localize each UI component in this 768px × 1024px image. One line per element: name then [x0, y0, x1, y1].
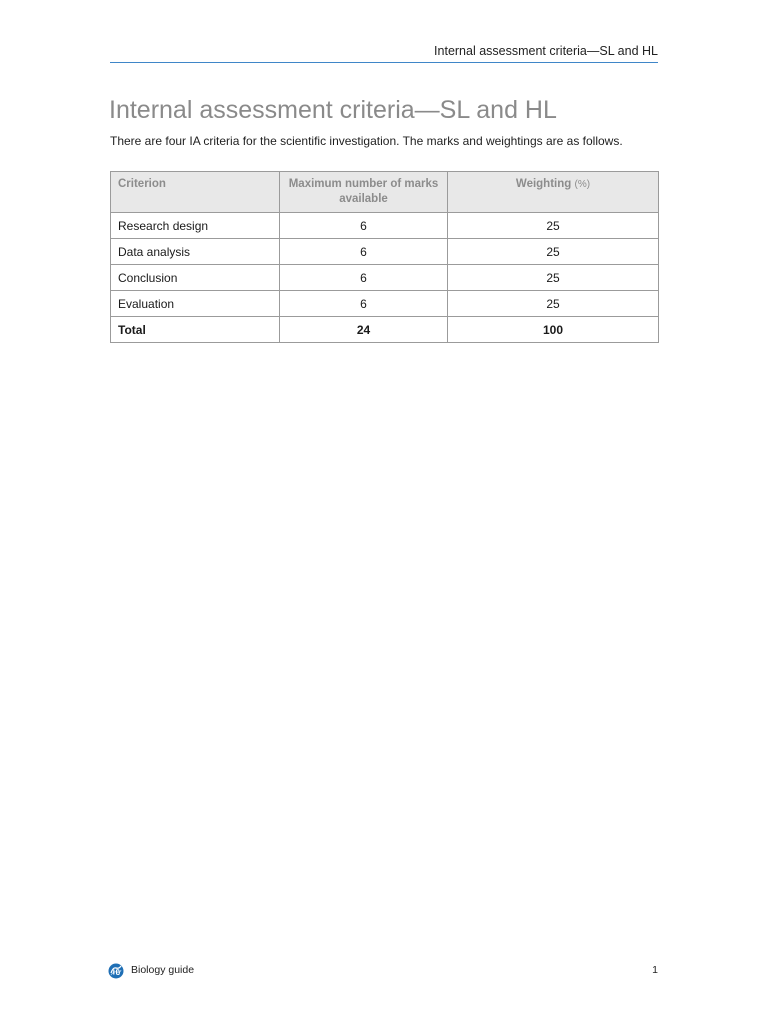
total-weighting-cell: 100: [448, 317, 659, 343]
criterion-cell: Research design: [111, 213, 280, 239]
header-max-marks: Maximum number of marks available: [280, 172, 448, 213]
total-label-cell: Total: [111, 317, 280, 343]
weighting-cell: 25: [448, 239, 659, 265]
page-footer: [108, 962, 658, 980]
table-row: [111, 239, 659, 265]
criterion-cell: Conclusion: [111, 265, 280, 291]
page-title: Internal assessment criteria—SL and HL: [109, 96, 557, 124]
criterion-cell: Data analysis: [111, 239, 280, 265]
header-weighting: [448, 172, 659, 213]
table-header-row: [111, 172, 659, 213]
marks-cell: 6: [280, 213, 448, 239]
header-weighting-unit: (%): [574, 179, 591, 190]
header-rule: [110, 62, 658, 63]
total-row: [111, 317, 659, 343]
marks-cell: 6: [280, 265, 448, 291]
weighting-cell: 25: [448, 265, 659, 291]
table-row: [111, 265, 659, 291]
marks-cell: 6: [280, 291, 448, 317]
total-marks-cell: 24: [280, 317, 448, 343]
weighting-cell: 25: [448, 291, 659, 317]
table-row: [111, 291, 659, 317]
header-criterion: Criterion: [111, 172, 280, 213]
running-header: Internal assessment criteria—SL and HL: [434, 44, 658, 58]
page-number: 1: [652, 964, 658, 976]
footer-guide-name: Biology guide: [131, 964, 195, 976]
weighting-cell: 25: [448, 213, 659, 239]
criteria-table: [110, 171, 659, 343]
header-weighting-label: Weighting: [515, 178, 572, 190]
intro-paragraph: There are four IA criteria for the scientific investigation. The marks and weightings are as follows.: [110, 134, 623, 148]
table-row: [111, 213, 659, 239]
criterion-cell: Evaluation: [111, 291, 280, 317]
marks-cell: 6: [280, 239, 448, 265]
ib-logo-icon: [108, 963, 124, 979]
